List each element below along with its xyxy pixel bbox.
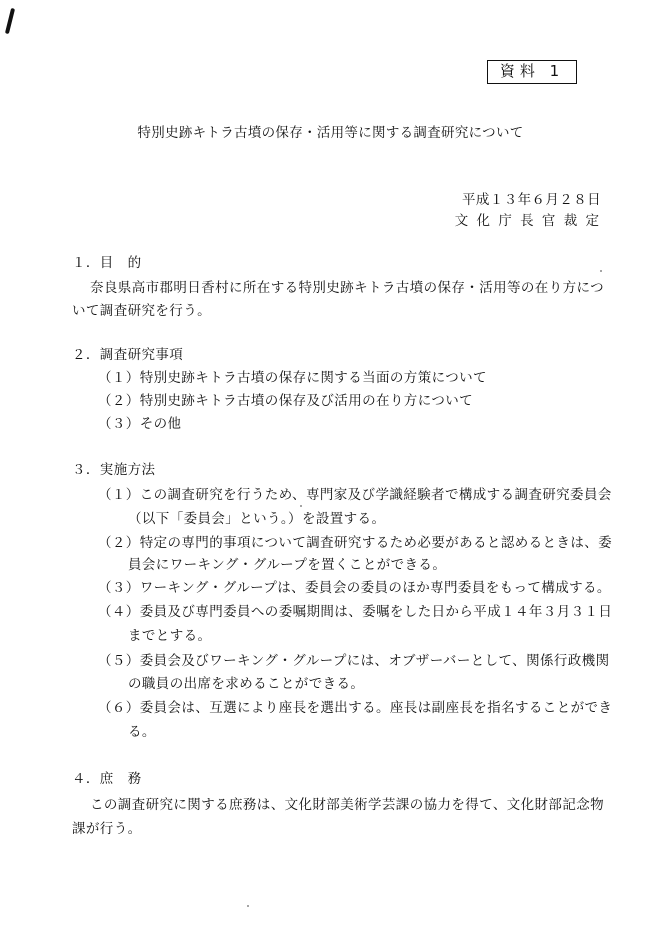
document-label-box: 資料 1	[487, 60, 577, 84]
section-3-item-2-line-2: 員会にワーキング・グループを置くことができる。	[128, 557, 447, 573]
section-2-item-2: （２）特別史跡キトラ古墳の保存及び活用の在り方について	[98, 393, 474, 409]
section-4-body-line-1: この調査研究に関する庶務は、文化財部美術学芸課の協力を得て、文化財部記念物	[90, 797, 605, 813]
scan-speck	[300, 505, 302, 507]
scan-speck	[600, 270, 602, 272]
section-2-item-1: （１）特別史跡キトラ古墳の保存に関する当面の方策について	[98, 370, 487, 386]
section-1-body-line-1: 奈良県高市郡明日香村に所在する特別史跡キトラ古墳の保存・活用等の在り方につ	[90, 280, 605, 296]
handwritten-slash-mark	[5, 8, 15, 34]
section-2-heading: ２．調査研究事項	[72, 347, 184, 363]
section-3-item-5-line-1: （５）委員会及びワーキング・グループには、オブザーバーとして、関係行政機関	[98, 653, 610, 669]
section-2-item-3: （３）その他	[98, 416, 182, 432]
date-line: 平成１３年６月２８日	[462, 192, 601, 208]
section-3-item-2-line-1: （２）特定の専門的事項について調査研究するため必要があると認めるときは、委	[98, 535, 613, 551]
section-3-item-4-line-2: までとする。	[128, 628, 212, 644]
document-title: 特別史跡キトラ古墳の保存・活用等に関する調査研究について	[137, 125, 524, 141]
section-3-item-6-line-1: （６）委員会は、互選により座長を選出する。座長は副座長を指名することができ	[98, 700, 613, 716]
scan-speck	[247, 905, 249, 907]
section-1-body-line-2: いて調査研究を行う。	[72, 303, 211, 319]
section-3-item-6-line-2: る。	[128, 724, 156, 740]
section-1-heading: １．目 的	[72, 255, 142, 271]
section-3-item-1-line-2: （以下「委員会」という。）を設置する。	[128, 511, 386, 527]
section-3-heading: ３．実施方法	[72, 462, 156, 478]
section-3-item-3-line-1: （３）ワーキング・グループは、委員会の委員のほか専門委員をもって構成する。	[98, 580, 611, 596]
section-4-body-line-2: 課が行う。	[72, 821, 142, 837]
section-3-item-4-line-1: （４）委員及び専門委員への委嘱期間は、委嘱をした日から平成１４年３月３１日	[98, 604, 613, 620]
issuer-line: 文 化 庁 長 官 裁 定	[454, 213, 601, 229]
section-3-item-1-line-1: （１）この調査研究を行うため、専門家及び学識経験者で構成する調査研究委員会	[98, 487, 612, 503]
section-3-item-5-line-2: の職員の出席を求めることができる。	[128, 676, 365, 692]
section-4-heading: ４．庶 務	[72, 771, 142, 787]
